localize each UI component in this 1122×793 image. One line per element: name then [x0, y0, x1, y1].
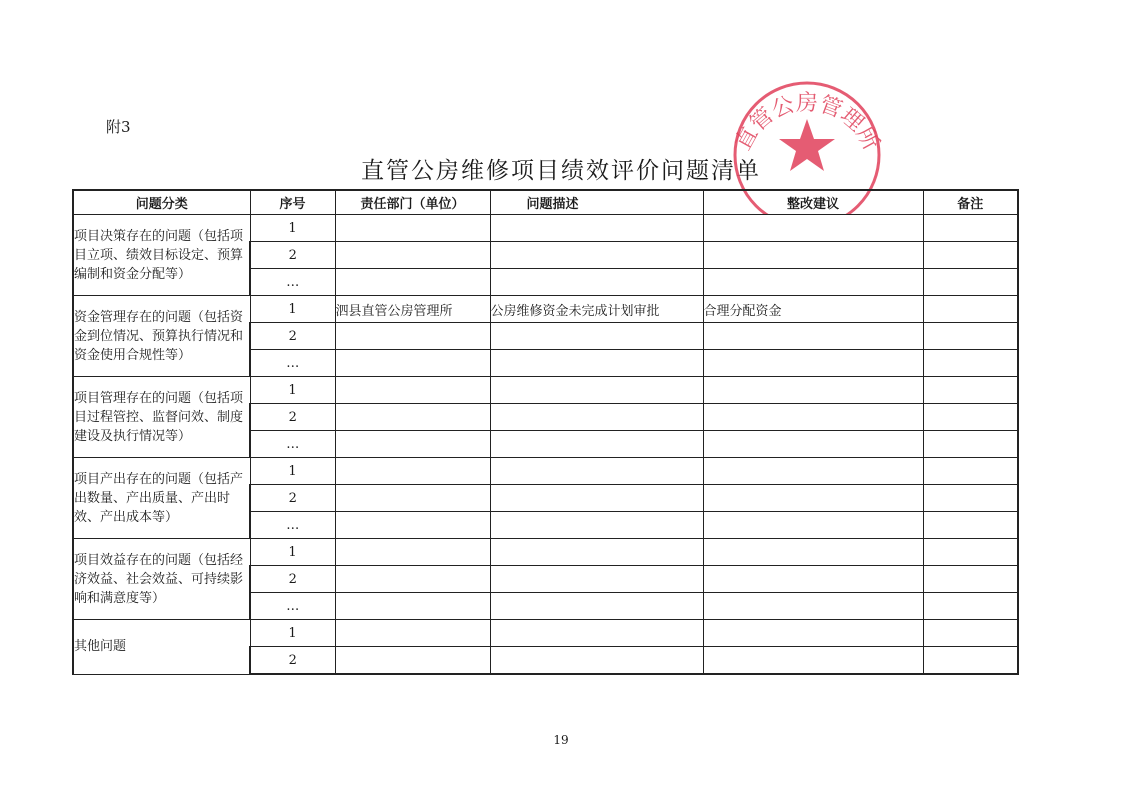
description-cell — [490, 215, 703, 242]
remarks-cell — [923, 269, 1018, 296]
department-cell — [335, 620, 490, 647]
suggestion-cell — [703, 458, 923, 485]
category-cell: 项目决策存在的问题（包括项目立项、绩效目标设定、预算编制和资金分配等） — [73, 215, 250, 296]
table-row — [73, 620, 1018, 647]
remarks-cell — [923, 404, 1018, 431]
suggestion-cell — [703, 242, 923, 269]
seq-cell: … — [250, 269, 335, 296]
description-cell — [490, 269, 703, 296]
seal-star-icon — [779, 119, 835, 171]
table-header-row — [73, 190, 1018, 215]
seq-cell: 2 — [250, 242, 335, 269]
seq-cell: … — [250, 431, 335, 458]
description-cell — [490, 350, 703, 377]
category-cell: 项目效益存在的问题（包括经济效益、社会效益、可持续影响和满意度等） — [73, 539, 250, 620]
remarks-cell — [923, 431, 1018, 458]
seq-cell: 1 — [250, 296, 335, 323]
department-cell — [335, 323, 490, 350]
header-category: 问题分类 — [73, 190, 250, 215]
page-title: 直管公房维修项目绩效评价问题清单 — [361, 158, 761, 184]
seq-cell: 2 — [250, 485, 335, 512]
department-cell — [335, 539, 490, 566]
remarks-cell — [923, 377, 1018, 404]
remarks-cell — [923, 539, 1018, 566]
department-cell — [335, 215, 490, 242]
table-body — [73, 215, 1018, 675]
description-cell — [490, 647, 703, 675]
table-row — [73, 539, 1018, 566]
department-cell — [335, 512, 490, 539]
department-cell — [335, 566, 490, 593]
description-cell — [490, 566, 703, 593]
suggestion-cell — [703, 350, 923, 377]
suggestion-cell — [703, 647, 923, 675]
category-cell: 项目管理存在的问题（包括项目过程管控、监督问效、制度建设及执行情况等） — [73, 377, 250, 458]
description-cell — [490, 512, 703, 539]
description-cell — [490, 593, 703, 620]
remarks-cell — [923, 296, 1018, 323]
header-suggestion: 整改建议 — [703, 190, 923, 215]
suggestion-cell — [703, 404, 923, 431]
department-cell — [335, 431, 490, 458]
suggestion-cell — [703, 269, 923, 296]
suggestion-cell — [703, 323, 923, 350]
description-cell — [490, 485, 703, 512]
seq-cell: 1 — [250, 215, 335, 242]
suggestion-cell — [703, 539, 923, 566]
header-seq: 序号 — [250, 190, 335, 215]
table-row — [73, 377, 1018, 404]
seq-cell: 2 — [250, 647, 335, 675]
department-cell: 泗县直管公房管理所 — [335, 296, 490, 323]
description-cell — [490, 404, 703, 431]
description-cell: 公房维修资金未完成计划审批 — [490, 296, 703, 323]
header-remarks: 备注 — [923, 190, 1018, 215]
category-cell: 其他问题 — [73, 620, 250, 675]
seq-cell: 2 — [250, 566, 335, 593]
remarks-cell — [923, 485, 1018, 512]
seq-cell: … — [250, 512, 335, 539]
suggestion-cell — [703, 431, 923, 458]
description-cell — [490, 431, 703, 458]
table-row — [73, 458, 1018, 485]
remarks-cell — [923, 620, 1018, 647]
seq-cell: … — [250, 593, 335, 620]
department-cell — [335, 404, 490, 431]
remarks-cell — [923, 647, 1018, 675]
suggestion-cell — [703, 215, 923, 242]
suggestion-cell — [703, 485, 923, 512]
table-row — [73, 215, 1018, 242]
remarks-cell — [923, 350, 1018, 377]
remarks-cell — [923, 458, 1018, 485]
remarks-cell — [923, 593, 1018, 620]
problem-list-table — [72, 189, 1019, 675]
seq-cell: 2 — [250, 404, 335, 431]
remarks-cell — [923, 566, 1018, 593]
header-department: 责任部门（单位） — [335, 190, 490, 215]
description-cell — [490, 620, 703, 647]
suggestion-cell — [703, 620, 923, 647]
page-number: 19 — [553, 733, 569, 747]
seq-cell: 1 — [250, 620, 335, 647]
department-cell — [335, 377, 490, 404]
category-cell: 资金管理存在的问题（包括资金到位情况、预算执行情况和资金使用合规性等） — [73, 296, 250, 377]
suggestion-cell: 合理分配资金 — [703, 296, 923, 323]
description-cell — [490, 242, 703, 269]
description-cell — [490, 323, 703, 350]
seq-cell: 1 — [250, 458, 335, 485]
department-cell — [335, 350, 490, 377]
description-cell — [490, 377, 703, 404]
seq-cell: … — [250, 350, 335, 377]
department-cell — [335, 593, 490, 620]
suggestion-cell — [703, 566, 923, 593]
description-cell — [490, 458, 703, 485]
annex-label: 附3 — [106, 118, 131, 136]
suggestion-cell — [703, 512, 923, 539]
header-description: 问题描述 — [490, 190, 703, 215]
seq-cell: 2 — [250, 323, 335, 350]
category-cell: 项目产出存在的问题（包括产出数量、产出质量、产出时效、产出成本等） — [73, 458, 250, 539]
remarks-cell — [923, 323, 1018, 350]
remarks-cell — [923, 242, 1018, 269]
suggestion-cell — [703, 377, 923, 404]
suggestion-cell — [703, 593, 923, 620]
seq-cell: 1 — [250, 539, 335, 566]
seal-text: 直管公房管理所 — [730, 90, 884, 155]
description-cell — [490, 539, 703, 566]
department-cell — [335, 458, 490, 485]
remarks-cell — [923, 512, 1018, 539]
seq-cell: 1 — [250, 377, 335, 404]
department-cell — [335, 269, 490, 296]
remarks-cell — [923, 215, 1018, 242]
table-row — [73, 296, 1018, 323]
department-cell — [335, 647, 490, 675]
department-cell — [335, 485, 490, 512]
department-cell — [335, 242, 490, 269]
